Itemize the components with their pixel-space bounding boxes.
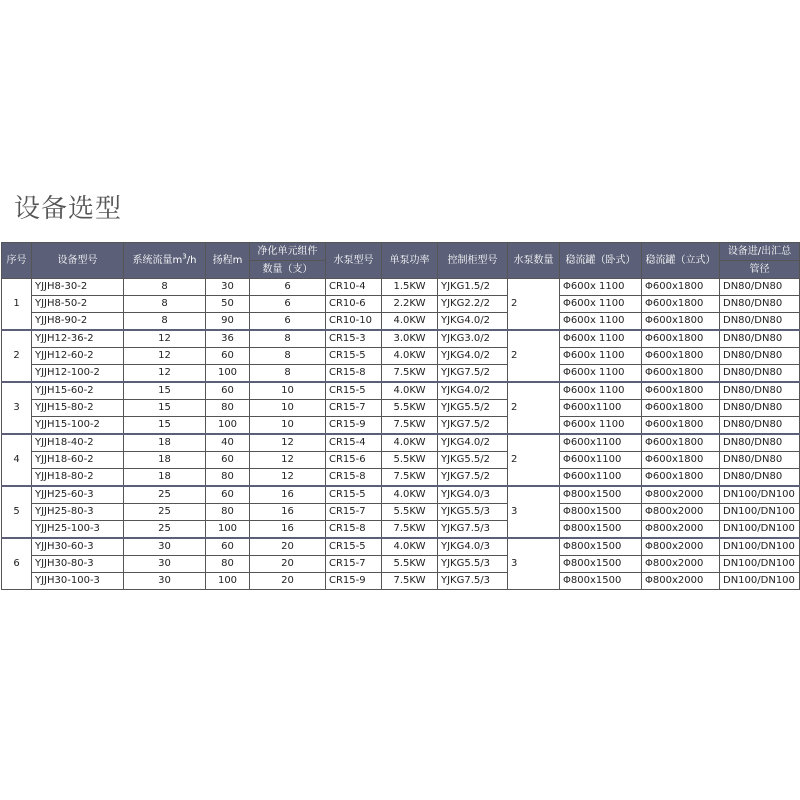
cell-flow: 8 bbox=[124, 279, 206, 296]
table-row bbox=[2, 504, 800, 521]
cell-filters: 12 bbox=[250, 469, 326, 487]
cell-pipe: DN80/DN80 bbox=[720, 365, 800, 383]
cell-model: YJJH12-36-2 bbox=[32, 330, 124, 348]
cell-head: 40 bbox=[206, 434, 250, 452]
cell-pump-model: CR15-8 bbox=[326, 521, 382, 539]
cell-cabinet: YJKG4.0/2 bbox=[438, 313, 508, 331]
cell-pump-power: 4.0KW bbox=[382, 348, 438, 365]
col-header-cabinet: 控制柜型号 bbox=[438, 243, 508, 279]
cell-pump-power: 7.5KW bbox=[382, 365, 438, 383]
cell-flow: 18 bbox=[124, 469, 206, 487]
cell-head: 60 bbox=[206, 538, 250, 556]
cell-pump-model: CR10-10 bbox=[326, 313, 382, 331]
cell-filters: 16 bbox=[250, 521, 326, 539]
cell-seq: 4 bbox=[2, 434, 32, 486]
cell-pipe: DN80/DN80 bbox=[720, 417, 800, 435]
flow-header-sup: 3 bbox=[182, 252, 187, 261]
cell-flow: 8 bbox=[124, 313, 206, 331]
cell-tank-horizontal: Φ600x 1100 bbox=[560, 382, 642, 400]
cell-head: 60 bbox=[206, 382, 250, 400]
cell-tank-vertical: Φ600x1800 bbox=[642, 382, 720, 400]
cell-filters: 8 bbox=[250, 348, 326, 365]
cell-cabinet: YJKG2.2/2 bbox=[438, 296, 508, 313]
table-row bbox=[2, 313, 800, 331]
cell-flow: 12 bbox=[124, 365, 206, 383]
cell-model: YJJH12-60-2 bbox=[32, 348, 124, 365]
cell-flow: 12 bbox=[124, 348, 206, 365]
cell-cabinet: YJKG5.5/2 bbox=[438, 400, 508, 417]
cell-pipe: DN100/DN100 bbox=[720, 486, 800, 504]
cell-cabinet: YJKG7.5/2 bbox=[438, 417, 508, 435]
table-row bbox=[2, 296, 800, 313]
cell-pump-model: CR15-8 bbox=[326, 469, 382, 487]
table-header bbox=[2, 243, 800, 279]
cell-tank-horizontal: Φ800x1500 bbox=[560, 504, 642, 521]
cell-pump-power: 5.5KW bbox=[382, 452, 438, 469]
col-header-tank-vertical: 稳流罐（立式） bbox=[642, 243, 720, 279]
cell-filters: 20 bbox=[250, 556, 326, 573]
cell-model: YJJH8-30-2 bbox=[32, 279, 124, 296]
cell-tank-horizontal: Φ600x 1100 bbox=[560, 365, 642, 383]
cell-pipe: DN100/DN100 bbox=[720, 556, 800, 573]
cell-head: 80 bbox=[206, 400, 250, 417]
cell-pump-model: CR15-4 bbox=[326, 434, 382, 452]
cell-tank-vertical: Φ600x1800 bbox=[642, 348, 720, 365]
cell-pump-power: 2.2KW bbox=[382, 296, 438, 313]
cell-filters: 10 bbox=[250, 400, 326, 417]
cell-pipe: DN80/DN80 bbox=[720, 382, 800, 400]
cell-head: 60 bbox=[206, 452, 250, 469]
table-row bbox=[2, 486, 800, 504]
cell-seq: 1 bbox=[2, 279, 32, 331]
cell-model: YJJH12-100-2 bbox=[32, 365, 124, 383]
col-header-head: 扬程m bbox=[206, 243, 250, 279]
table-row bbox=[2, 556, 800, 573]
cell-flow: 8 bbox=[124, 296, 206, 313]
cell-pipe: DN80/DN80 bbox=[720, 400, 800, 417]
cell-flow: 15 bbox=[124, 400, 206, 417]
col-header-model: 设备型号 bbox=[32, 243, 124, 279]
equipment-selection-table bbox=[1, 242, 800, 590]
cell-flow: 30 bbox=[124, 538, 206, 556]
cell-filters: 20 bbox=[250, 573, 326, 590]
cell-model: YJJH18-40-2 bbox=[32, 434, 124, 452]
cell-seq: 2 bbox=[2, 330, 32, 382]
cell-pipe: DN100/DN100 bbox=[720, 504, 800, 521]
cell-head: 50 bbox=[206, 296, 250, 313]
cell-filters: 10 bbox=[250, 382, 326, 400]
cell-flow: 30 bbox=[124, 556, 206, 573]
cell-head: 100 bbox=[206, 365, 250, 383]
cell-tank-horizontal: Φ800x1500 bbox=[560, 556, 642, 573]
table-row bbox=[2, 382, 800, 400]
cell-cabinet: YJKG7.5/3 bbox=[438, 573, 508, 590]
col-header-flow bbox=[124, 243, 206, 279]
cell-tank-vertical: Φ600x1800 bbox=[642, 400, 720, 417]
cell-model: YJJH25-80-3 bbox=[32, 504, 124, 521]
cell-pump-power: 7.5KW bbox=[382, 521, 438, 539]
cell-head: 30 bbox=[206, 279, 250, 296]
cell-pump-count: 2 bbox=[508, 382, 560, 434]
cell-flow: 30 bbox=[124, 573, 206, 590]
cell-flow: 25 bbox=[124, 486, 206, 504]
cell-pipe: DN80/DN80 bbox=[720, 348, 800, 365]
cell-tank-horizontal: Φ600x1100 bbox=[560, 400, 642, 417]
cell-pump-count: 2 bbox=[508, 279, 560, 331]
cell-pump-power: 4.0KW bbox=[382, 434, 438, 452]
cell-tank-vertical: Φ800x2000 bbox=[642, 486, 720, 504]
cell-cabinet: YJKG7.5/2 bbox=[438, 469, 508, 487]
cell-model: YJJH15-60-2 bbox=[32, 382, 124, 400]
cell-flow: 15 bbox=[124, 382, 206, 400]
cell-pump-model: CR15-9 bbox=[326, 417, 382, 435]
col-header-tank-horizontal: 稳流罐（卧式） bbox=[560, 243, 642, 279]
cell-filters: 16 bbox=[250, 504, 326, 521]
cell-filters: 12 bbox=[250, 434, 326, 452]
cell-pump-model: CR15-6 bbox=[326, 452, 382, 469]
cell-tank-vertical: Φ600x1800 bbox=[642, 279, 720, 296]
cell-tank-vertical: Φ600x1800 bbox=[642, 452, 720, 469]
cell-pump-power: 5.5KW bbox=[382, 400, 438, 417]
cell-cabinet: YJKG7.5/2 bbox=[438, 365, 508, 383]
col-header-seq: 序号 bbox=[2, 243, 32, 279]
cell-pump-model: CR15-5 bbox=[326, 538, 382, 556]
cell-head: 100 bbox=[206, 417, 250, 435]
cell-head: 80 bbox=[206, 469, 250, 487]
cell-pipe: DN80/DN80 bbox=[720, 452, 800, 469]
cell-pump-power: 7.5KW bbox=[382, 417, 438, 435]
cell-head: 60 bbox=[206, 348, 250, 365]
cell-pump-power: 7.5KW bbox=[382, 469, 438, 487]
cell-pump-power: 4.0KW bbox=[382, 382, 438, 400]
cell-filters: 10 bbox=[250, 417, 326, 435]
cell-pump-model: CR10-4 bbox=[326, 279, 382, 296]
table-row bbox=[2, 452, 800, 469]
cell-pump-model: CR10-6 bbox=[326, 296, 382, 313]
cell-model: YJJH30-100-3 bbox=[32, 573, 124, 590]
col-header-pump-count: 水泵数量 bbox=[508, 243, 560, 279]
cell-tank-vertical: Φ600x1800 bbox=[642, 417, 720, 435]
cell-model: YJJH8-50-2 bbox=[32, 296, 124, 313]
cell-pump-model: CR15-7 bbox=[326, 504, 382, 521]
cell-pipe: DN80/DN80 bbox=[720, 296, 800, 313]
cell-pump-count: 2 bbox=[508, 434, 560, 486]
flow-header-unit: /h bbox=[186, 255, 197, 266]
cell-tank-vertical: Φ600x1800 bbox=[642, 313, 720, 331]
cell-tank-horizontal: Φ600x 1100 bbox=[560, 296, 642, 313]
cell-model: YJJH25-100-3 bbox=[32, 521, 124, 539]
cell-model: YJJH30-80-3 bbox=[32, 556, 124, 573]
col-header-pump-model: 水泵型号 bbox=[326, 243, 382, 279]
header-row-1 bbox=[2, 243, 800, 261]
table-row bbox=[2, 330, 800, 348]
cell-cabinet: YJKG7.5/3 bbox=[438, 521, 508, 539]
table-row bbox=[2, 365, 800, 383]
cell-tank-vertical: Φ600x1800 bbox=[642, 296, 720, 313]
cell-head: 80 bbox=[206, 556, 250, 573]
cell-model: YJJH25-60-3 bbox=[32, 486, 124, 504]
cell-flow: 15 bbox=[124, 417, 206, 435]
col-header-pump-power: 单泵功率 bbox=[382, 243, 438, 279]
cell-filters: 8 bbox=[250, 330, 326, 348]
table-row bbox=[2, 538, 800, 556]
cell-head: 36 bbox=[206, 330, 250, 348]
cell-pump-power: 3.0KW bbox=[382, 330, 438, 348]
cell-flow: 18 bbox=[124, 452, 206, 469]
cell-pump-power: 5.5KW bbox=[382, 504, 438, 521]
cell-pipe: DN80/DN80 bbox=[720, 434, 800, 452]
cell-model: YJJH8-90-2 bbox=[32, 313, 124, 331]
cell-tank-horizontal: Φ600x1100 bbox=[560, 469, 642, 487]
cell-cabinet: YJKG4.0/2 bbox=[438, 348, 508, 365]
cell-head: 100 bbox=[206, 573, 250, 590]
cell-pipe: DN80/DN80 bbox=[720, 313, 800, 331]
cell-cabinet: YJKG4.0/3 bbox=[438, 486, 508, 504]
flow-header-text: 系统流量m bbox=[132, 255, 183, 266]
cell-cabinet: YJKG5.5/3 bbox=[438, 504, 508, 521]
col-header-filters-line2: 数量（支） bbox=[250, 261, 326, 279]
cell-seq: 5 bbox=[2, 486, 32, 538]
table-row bbox=[2, 469, 800, 487]
cell-filters: 6 bbox=[250, 313, 326, 331]
cell-tank-vertical: Φ600x1800 bbox=[642, 330, 720, 348]
cell-model: YJJH15-80-2 bbox=[32, 400, 124, 417]
cell-pump-model: CR15-7 bbox=[326, 556, 382, 573]
col-header-pipe-line1: 设备进/出汇总 bbox=[720, 243, 800, 261]
cell-pipe: DN100/DN100 bbox=[720, 521, 800, 539]
col-header-filters-line1: 净化单元组件 bbox=[250, 243, 326, 261]
cell-filters: 12 bbox=[250, 452, 326, 469]
table-row bbox=[2, 348, 800, 365]
cell-tank-vertical: Φ800x2000 bbox=[642, 521, 720, 539]
cell-cabinet: YJKG4.0/3 bbox=[438, 538, 508, 556]
cell-cabinet: YJKG1.5/2 bbox=[438, 279, 508, 296]
cell-pump-count: 3 bbox=[508, 538, 560, 590]
cell-flow: 18 bbox=[124, 434, 206, 452]
table-row bbox=[2, 521, 800, 539]
cell-head: 60 bbox=[206, 486, 250, 504]
cell-pump-model: CR15-7 bbox=[326, 400, 382, 417]
cell-tank-vertical: Φ800x2000 bbox=[642, 556, 720, 573]
cell-tank-vertical: Φ800x2000 bbox=[642, 538, 720, 556]
col-header-pipe-line2: 管径 bbox=[720, 261, 800, 279]
cell-pump-model: CR15-5 bbox=[326, 382, 382, 400]
cell-flow: 25 bbox=[124, 521, 206, 539]
cell-tank-horizontal: Φ600x 1100 bbox=[560, 313, 642, 331]
cell-filters: 6 bbox=[250, 279, 326, 296]
cell-pipe: DN80/DN80 bbox=[720, 330, 800, 348]
cell-pump-power: 4.0KW bbox=[382, 313, 438, 331]
table-row bbox=[2, 400, 800, 417]
cell-filters: 20 bbox=[250, 538, 326, 556]
table-body bbox=[2, 279, 800, 590]
cell-pump-model: CR15-3 bbox=[326, 330, 382, 348]
cell-cabinet: YJKG3.0/2 bbox=[438, 330, 508, 348]
cell-seq: 6 bbox=[2, 538, 32, 590]
cell-cabinet: YJKG4.0/2 bbox=[438, 382, 508, 400]
table-row bbox=[2, 573, 800, 590]
cell-filters: 16 bbox=[250, 486, 326, 504]
cell-tank-horizontal: Φ600x 1100 bbox=[560, 330, 642, 348]
cell-pump-power: 7.5KW bbox=[382, 573, 438, 590]
cell-model: YJJH18-80-2 bbox=[32, 469, 124, 487]
cell-pump-power: 4.0KW bbox=[382, 486, 438, 504]
cell-flow: 12 bbox=[124, 330, 206, 348]
cell-tank-vertical: Φ600x1800 bbox=[642, 469, 720, 487]
cell-pump-power: 1.5KW bbox=[382, 279, 438, 296]
cell-pump-model: CR15-5 bbox=[326, 486, 382, 504]
cell-head: 90 bbox=[206, 313, 250, 331]
cell-model: YJJH18-60-2 bbox=[32, 452, 124, 469]
cell-tank-horizontal: Φ600x 1100 bbox=[560, 348, 642, 365]
cell-tank-horizontal: Φ800x1500 bbox=[560, 573, 642, 590]
cell-seq: 3 bbox=[2, 382, 32, 434]
cell-tank-vertical: Φ800x2000 bbox=[642, 504, 720, 521]
cell-pump-power: 4.0KW bbox=[382, 538, 438, 556]
cell-tank-vertical: Φ600x1800 bbox=[642, 434, 720, 452]
cell-filters: 8 bbox=[250, 365, 326, 383]
cell-pipe: DN80/DN80 bbox=[720, 279, 800, 296]
cell-model: YJJH15-100-2 bbox=[32, 417, 124, 435]
cell-tank-horizontal: Φ800x1500 bbox=[560, 521, 642, 539]
cell-cabinet: YJKG5.5/3 bbox=[438, 556, 508, 573]
cell-tank-horizontal: Φ800x1500 bbox=[560, 538, 642, 556]
cell-tank-horizontal: Φ600x 1100 bbox=[560, 417, 642, 435]
cell-pump-count: 3 bbox=[508, 486, 560, 538]
cell-pipe: DN80/DN80 bbox=[720, 469, 800, 487]
cell-flow: 25 bbox=[124, 504, 206, 521]
cell-tank-vertical: Φ600x1800 bbox=[642, 365, 720, 383]
cell-head: 80 bbox=[206, 504, 250, 521]
cell-pump-model: CR15-5 bbox=[326, 348, 382, 365]
cell-pump-count: 2 bbox=[508, 330, 560, 382]
cell-pipe: DN100/DN100 bbox=[720, 573, 800, 590]
cell-tank-horizontal: Φ800x1500 bbox=[560, 486, 642, 504]
cell-pump-power: 5.5KW bbox=[382, 556, 438, 573]
cell-tank-horizontal: Φ600x 1100 bbox=[560, 279, 642, 296]
cell-tank-horizontal: Φ600x1100 bbox=[560, 452, 642, 469]
cell-pump-model: CR15-9 bbox=[326, 573, 382, 590]
cell-head: 100 bbox=[206, 521, 250, 539]
cell-filters: 6 bbox=[250, 296, 326, 313]
table-row bbox=[2, 434, 800, 452]
cell-pipe: DN100/DN100 bbox=[720, 538, 800, 556]
page-title: 设备选型 bbox=[14, 194, 123, 224]
cell-cabinet: YJKG4.0/2 bbox=[438, 434, 508, 452]
cell-tank-horizontal: Φ600x1100 bbox=[560, 434, 642, 452]
cell-cabinet: YJKG5.5/2 bbox=[438, 452, 508, 469]
table-row bbox=[2, 279, 800, 296]
table-row bbox=[2, 417, 800, 435]
cell-pump-model: CR15-8 bbox=[326, 365, 382, 383]
cell-tank-vertical: Φ800x2000 bbox=[642, 573, 720, 590]
cell-model: YJJH30-60-3 bbox=[32, 538, 124, 556]
